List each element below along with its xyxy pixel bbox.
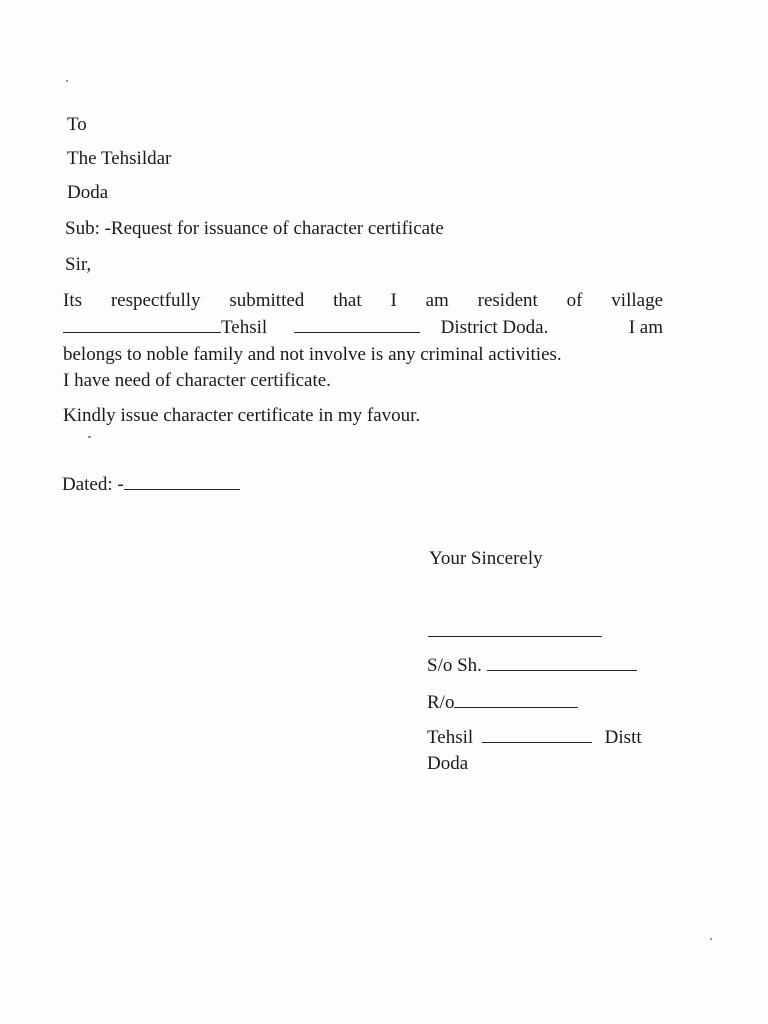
body-word: I bbox=[390, 290, 397, 311]
district-word: District Doda. bbox=[440, 317, 549, 338]
i-am-word: I am bbox=[628, 317, 663, 338]
village-blank[interactable] bbox=[63, 331, 221, 333]
tehsil-label: Tehsil bbox=[427, 727, 474, 748]
father-name-blank[interactable] bbox=[487, 669, 637, 671]
to-label: To bbox=[67, 114, 87, 135]
son-of-row bbox=[427, 656, 637, 675]
resident-of-row bbox=[427, 693, 578, 712]
body-line-4: I have need of character certificate. bbox=[63, 370, 331, 391]
closing-phrase: Your Sincerely bbox=[429, 548, 543, 569]
address-blank[interactable] bbox=[454, 706, 578, 708]
body-word: Its bbox=[63, 290, 82, 311]
resident-of-label: R/o bbox=[427, 692, 455, 713]
body-line-2 bbox=[63, 318, 663, 337]
body-word: that bbox=[333, 290, 362, 311]
date-blank[interactable] bbox=[124, 488, 240, 490]
body-word: resident bbox=[477, 290, 538, 311]
distt-label: Distt bbox=[604, 727, 642, 748]
body-line-1 bbox=[63, 291, 663, 310]
tehsil-word: Tehsil bbox=[221, 317, 268, 338]
subject-line: Sub: -Request for issuance of character certificate bbox=[65, 218, 444, 239]
signer-tehsil-blank[interactable] bbox=[482, 741, 592, 743]
salutation: Sir, bbox=[65, 254, 92, 275]
signature-line-row bbox=[428, 622, 602, 641]
scan-speck bbox=[66, 80, 68, 82]
tehsil-distt-row bbox=[427, 728, 642, 747]
scan-speck bbox=[710, 938, 712, 940]
dated-line bbox=[62, 475, 240, 494]
body-word: respectfully bbox=[110, 290, 201, 311]
body-line-3: belongs to noble family and not involve is any criminal activities. bbox=[63, 344, 562, 365]
recipient-title: The Tehsildar bbox=[67, 148, 172, 169]
recipient-place: Doda bbox=[67, 182, 109, 203]
closing-request: Kindly issue character certificate in my favour. bbox=[63, 405, 421, 426]
signature-blank[interactable] bbox=[428, 635, 602, 637]
body-word: of bbox=[566, 290, 583, 311]
district-name: Doda bbox=[427, 753, 469, 774]
tehsil-blank[interactable] bbox=[294, 331, 420, 333]
body-word: village bbox=[611, 290, 663, 311]
body-word: submitted bbox=[229, 290, 305, 311]
son-of-label: S/o Sh. bbox=[427, 655, 482, 676]
body-word: am bbox=[425, 290, 449, 311]
dated-label: Dated: - bbox=[62, 474, 124, 495]
scan-speck bbox=[88, 436, 91, 438]
